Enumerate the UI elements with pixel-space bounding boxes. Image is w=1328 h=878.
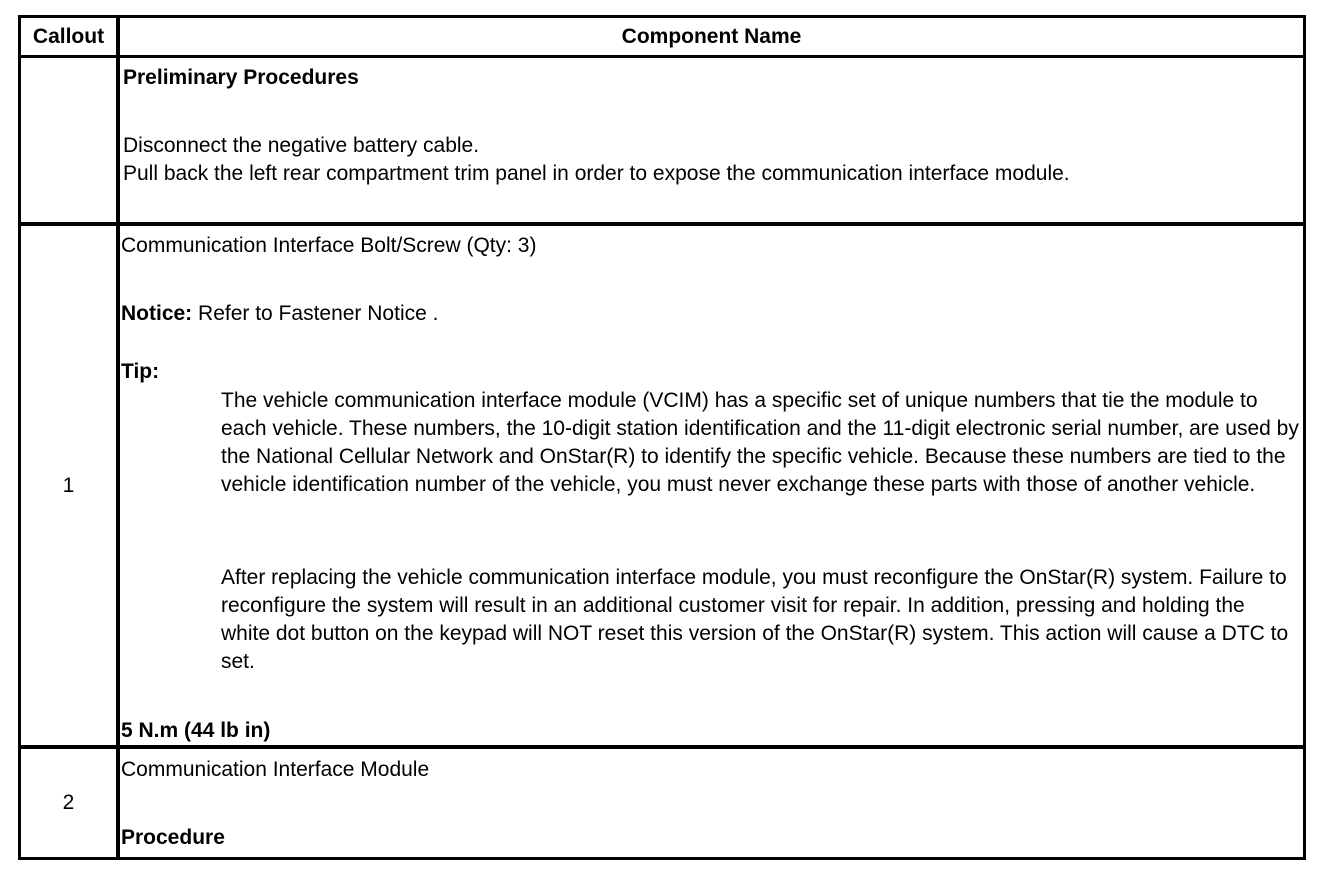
tip-paragraph: [221, 387, 1299, 499]
tip-paragraph: [221, 564, 1299, 676]
header-callout: Callout: [32, 24, 105, 48]
component-name: Communication Interface Module: [121, 758, 430, 781]
header-component-name: Component Name: [621, 24, 802, 48]
tip-paragraph-text: The vehicle communication interface module (VCIM) has a specific set of unique numbers that tie the module to each vehicle. These numbers, the 10-digit station identification and the 11-digit electronic serial number, are used by the National Cellular Network and OnStar(R) to identify the specific vehicle. Because these numbers are tied to the vehicle identification number of the vehicle, you must never exchange these parts with those of another vehicle.: [221, 389, 1299, 496]
parts-table: [18, 15, 1306, 860]
callout-number: 2: [62, 791, 75, 814]
torque-spec: 5 N.m (44 lb in): [121, 719, 271, 742]
callout-number: 1: [62, 473, 75, 497]
preliminary-step: Pull back the left rear compartment trim panel in order to expose the communication interface module.: [123, 162, 1070, 185]
preliminary-procedures-row: [21, 58, 1303, 226]
preliminary-title: Preliminary Procedures: [123, 66, 359, 89]
procedure-label: Procedure: [121, 826, 225, 849]
table-header-row: [21, 18, 1303, 58]
table-row: [21, 749, 1303, 857]
tip-label: Tip:: [121, 360, 160, 383]
preliminary-step: Disconnect the negative battery cable.: [123, 134, 480, 157]
tip-paragraph-text: After replacing the vehicle communication interface module, you must reconfigure the OnStar(R) system. Failure to reconfigure the system will result in an additional customer visit for repair. In addition, pressing and holding the white dot button on the keypad will NOT reset this version of the OnStar(R) system. This action will cause a DTC to set.: [221, 566, 1289, 673]
notice-line: [121, 300, 438, 328]
notice-label: Notice:: [121, 302, 193, 325]
component-name: Communication Interface Bolt/Screw (Qty: 3): [121, 234, 537, 257]
table-row: [21, 226, 1303, 749]
notice-text: Refer to Fastener Notice .: [192, 302, 439, 325]
